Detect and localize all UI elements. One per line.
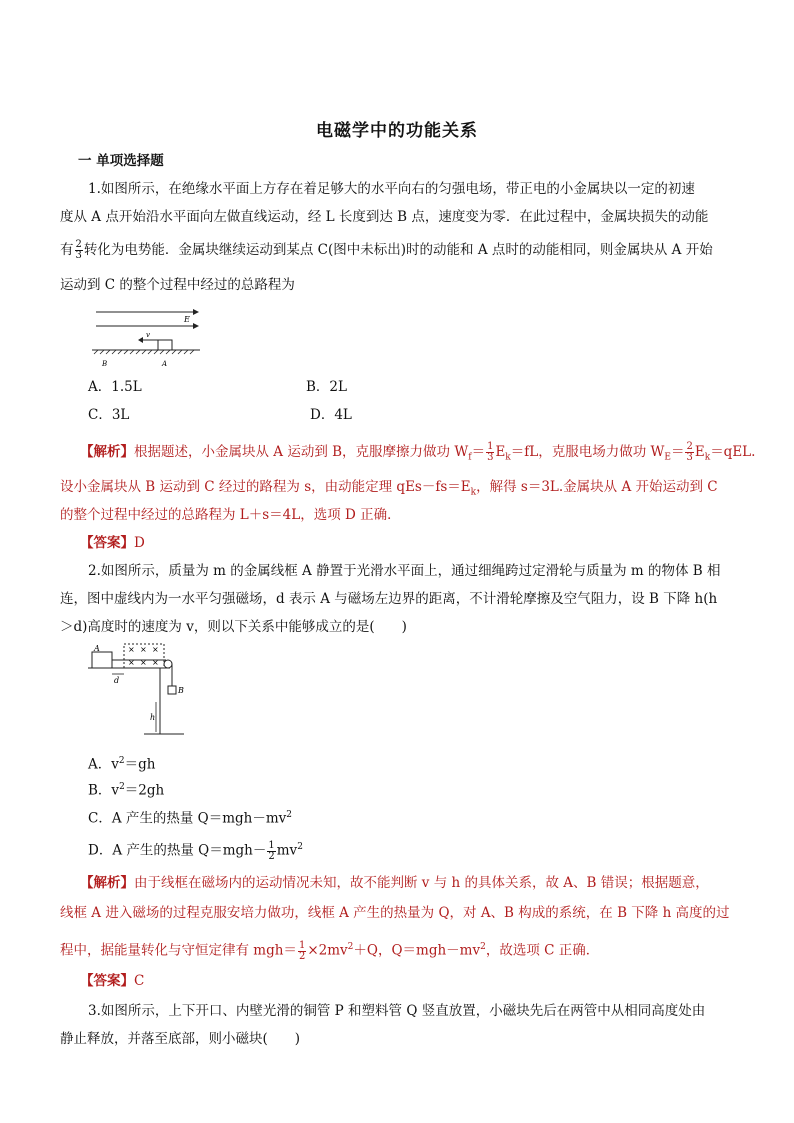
- q2-answer: [80, 972, 760, 990]
- q1-option-a: A．1.5L: [88, 379, 142, 395]
- fraction-numerator: 1: [487, 441, 494, 452]
- subscript: k: [470, 487, 477, 498]
- q1-line-4: 运动到 C 的整个过程中经过的总路程为: [60, 277, 295, 293]
- superscript: 2: [118, 756, 125, 766]
- q2-line-3: ＞d)高度时的速度为 v，则以下关系中能够成立的是( ): [60, 619, 407, 635]
- arrow-head: [138, 337, 143, 343]
- label-h: h: [150, 713, 156, 722]
- analysis-text: ，故选项 C 正确．: [485, 942, 600, 959]
- answer-value: D: [134, 535, 145, 551]
- analysis-text: 程中，据能量转化与守恒定律有 mgh＝: [60, 942, 297, 959]
- cross-mark: ×: [128, 645, 135, 654]
- superscript: 2: [347, 942, 354, 952]
- label-a: A: [162, 360, 168, 368]
- answer-value: C: [134, 973, 145, 989]
- label-v: v: [146, 331, 150, 339]
- subscript: k: [505, 452, 511, 463]
- fraction-denominator: 3: [686, 452, 693, 463]
- option-text: mv: [276, 842, 298, 859]
- q1-line-2: 度从 A 点开始沿水平面向左做直线运动，经 L 长度到达 B 点，速度变为零．在此过程中，金属块损失的动能: [60, 209, 709, 225]
- superscript: 2: [297, 842, 303, 852]
- fraction-denominator: 2: [268, 850, 275, 862]
- fraction-numerator: 1: [298, 939, 306, 951]
- superscript: 2: [119, 782, 125, 792]
- q2-analysis-line-2: 线框 A 进入磁场的过程克服安培力做功，线框 A 产生的热量为 Q，对 A、B 构成的系统，在 B 下降 h 高度的过: [60, 905, 730, 921]
- subscript: E: [664, 452, 671, 463]
- answer-tag: 【答案】: [80, 973, 134, 989]
- analysis-text: ＝: [471, 444, 486, 460]
- q2-option-b: [88, 778, 768, 800]
- q2-analysis-line-1: [80, 874, 760, 892]
- analysis-text: ＝qEL.: [710, 444, 756, 460]
- cross-mark: ×: [128, 658, 135, 667]
- analysis-text: ＝: [670, 444, 685, 460]
- analysis-text: ＋Q，Q＝mgh－mv: [353, 942, 481, 959]
- q1-analysis-line-3: 的整个过程中经过的总路程为 L＋s＝4L，选项 D 正确．: [60, 507, 401, 523]
- fraction: [298, 941, 306, 962]
- cross-mark: ×: [140, 645, 147, 654]
- analysis-text: ，解得 s＝3L.金属块从 A 开始运动到 C: [476, 479, 718, 495]
- cross-mark: ×: [152, 658, 159, 667]
- option-text: C．A 产生的热量 Q＝mgh－mv: [88, 810, 287, 827]
- q1-line-1: 1.如图所示，在绝缘水平面上方存在着足够大的水平向右的匀强电场，带正电的小金属块以一定的初速: [88, 181, 695, 197]
- analysis-text: ＝fL，克服电场力做功 W: [510, 444, 665, 460]
- fraction-numerator: 1: [268, 839, 275, 851]
- block-b: [168, 686, 176, 694]
- fraction-denominator: 3: [487, 452, 494, 463]
- q1-analysis-line-1: [80, 442, 760, 467]
- label-d: d: [114, 676, 120, 685]
- q1-figure: [88, 304, 208, 374]
- label-e: E: [184, 315, 190, 324]
- label-b: B: [178, 686, 184, 695]
- subscript: k: [704, 452, 711, 463]
- fraction-numerator: 2: [75, 239, 82, 250]
- q1-answer: [80, 534, 760, 552]
- fraction: [486, 442, 494, 463]
- q1-analysis-line-2: [60, 478, 740, 502]
- q1-option-c: C．3L: [88, 407, 130, 423]
- q1-text: 有: [60, 242, 74, 258]
- analysis-text: ×2mv: [307, 942, 348, 959]
- analysis-text: 设小金属块从 B 运动到 C 经过的路程为 s，由动能定理 qEs－fs＝E: [60, 479, 471, 495]
- q2-analysis-line-3: [60, 938, 740, 962]
- section-heading: 一 单项选择题: [78, 153, 164, 169]
- q2-figure: [88, 640, 188, 750]
- q1-line-3: [60, 240, 740, 261]
- arrow-head: [193, 309, 199, 315]
- cross-mark: ×: [140, 658, 147, 667]
- fraction-denominator: 2: [298, 950, 306, 962]
- q3-line-1: 3.如图所示，上下开口、内壁光滑的铜管 P 和塑料管 Q 竖直放置，小磁块先后在两管中从相同高度处由: [88, 1003, 706, 1019]
- option-text: ＝gh: [124, 756, 156, 773]
- q1-text: 转化为电势能．金属块继续运动到某点 C(图中未标出)时的动能和 A 点时的动能相同，则金属块从 A 开始: [83, 242, 713, 258]
- fraction-denominator: 3: [75, 250, 82, 261]
- label-b: B: [102, 360, 108, 368]
- label-a: A: [94, 644, 100, 653]
- pulley: [164, 660, 172, 668]
- fraction-numerator: 2: [686, 441, 693, 452]
- analysis-text: E: [495, 444, 506, 460]
- option-text: A．v: [88, 756, 119, 773]
- subscript: f: [468, 452, 472, 463]
- fraction: [267, 841, 275, 862]
- ground-hatch: [94, 350, 194, 354]
- metal-block: [158, 340, 172, 350]
- q2-option-c: [88, 806, 768, 828]
- superscript: 2: [286, 810, 293, 820]
- analysis-text: 根据题述，小金属块从 A 运动到 B，克服摩擦力做功 W: [134, 444, 469, 460]
- q1-option-d: D．4L: [310, 407, 352, 423]
- q2-line-1: 2.如图所示，质量为 m 的金属线框 A 静置于光滑水平面上，通过细绳跨过定滑轮与质量为 m 的物体 B 相: [88, 563, 721, 579]
- analysis-text: E: [694, 444, 705, 460]
- option-text: ＝2gh: [124, 782, 165, 799]
- fraction: [685, 442, 693, 463]
- cross-mark: ×: [152, 645, 159, 654]
- q2-line-2: 连，图中虚线内为一水平匀强磁场，d 表示 A 与磁场左边界的距离，不计滑轮摩擦及空气阻力，设 B 下降 h(h: [60, 591, 718, 607]
- option-text: D．A 产生的热量 Q＝mgh－: [88, 842, 267, 859]
- q2-option-a: [88, 752, 768, 774]
- q1-option-b: B．2L: [306, 379, 347, 395]
- q3-line-2: 静止释放，并落至底部，则小磁块( ): [60, 1031, 301, 1047]
- option-text: B．v: [88, 782, 120, 799]
- analysis-text: 由于线框在磁场内的运动情况未知，故不能判断 v 与 h 的具体关系，故 A、B 错误；根据题意，: [134, 875, 709, 891]
- frame-a: [92, 652, 112, 668]
- answer-tag: 【答案】: [80, 535, 134, 551]
- q2-option-d: [88, 838, 768, 862]
- arrow-head: [193, 323, 199, 329]
- analysis-tag: 【解析】: [80, 444, 134, 460]
- fraction: [75, 240, 83, 261]
- page-title: 电磁学中的功能关系: [316, 121, 478, 141]
- superscript: 2: [480, 942, 486, 952]
- analysis-tag: 【解析】: [80, 875, 134, 891]
